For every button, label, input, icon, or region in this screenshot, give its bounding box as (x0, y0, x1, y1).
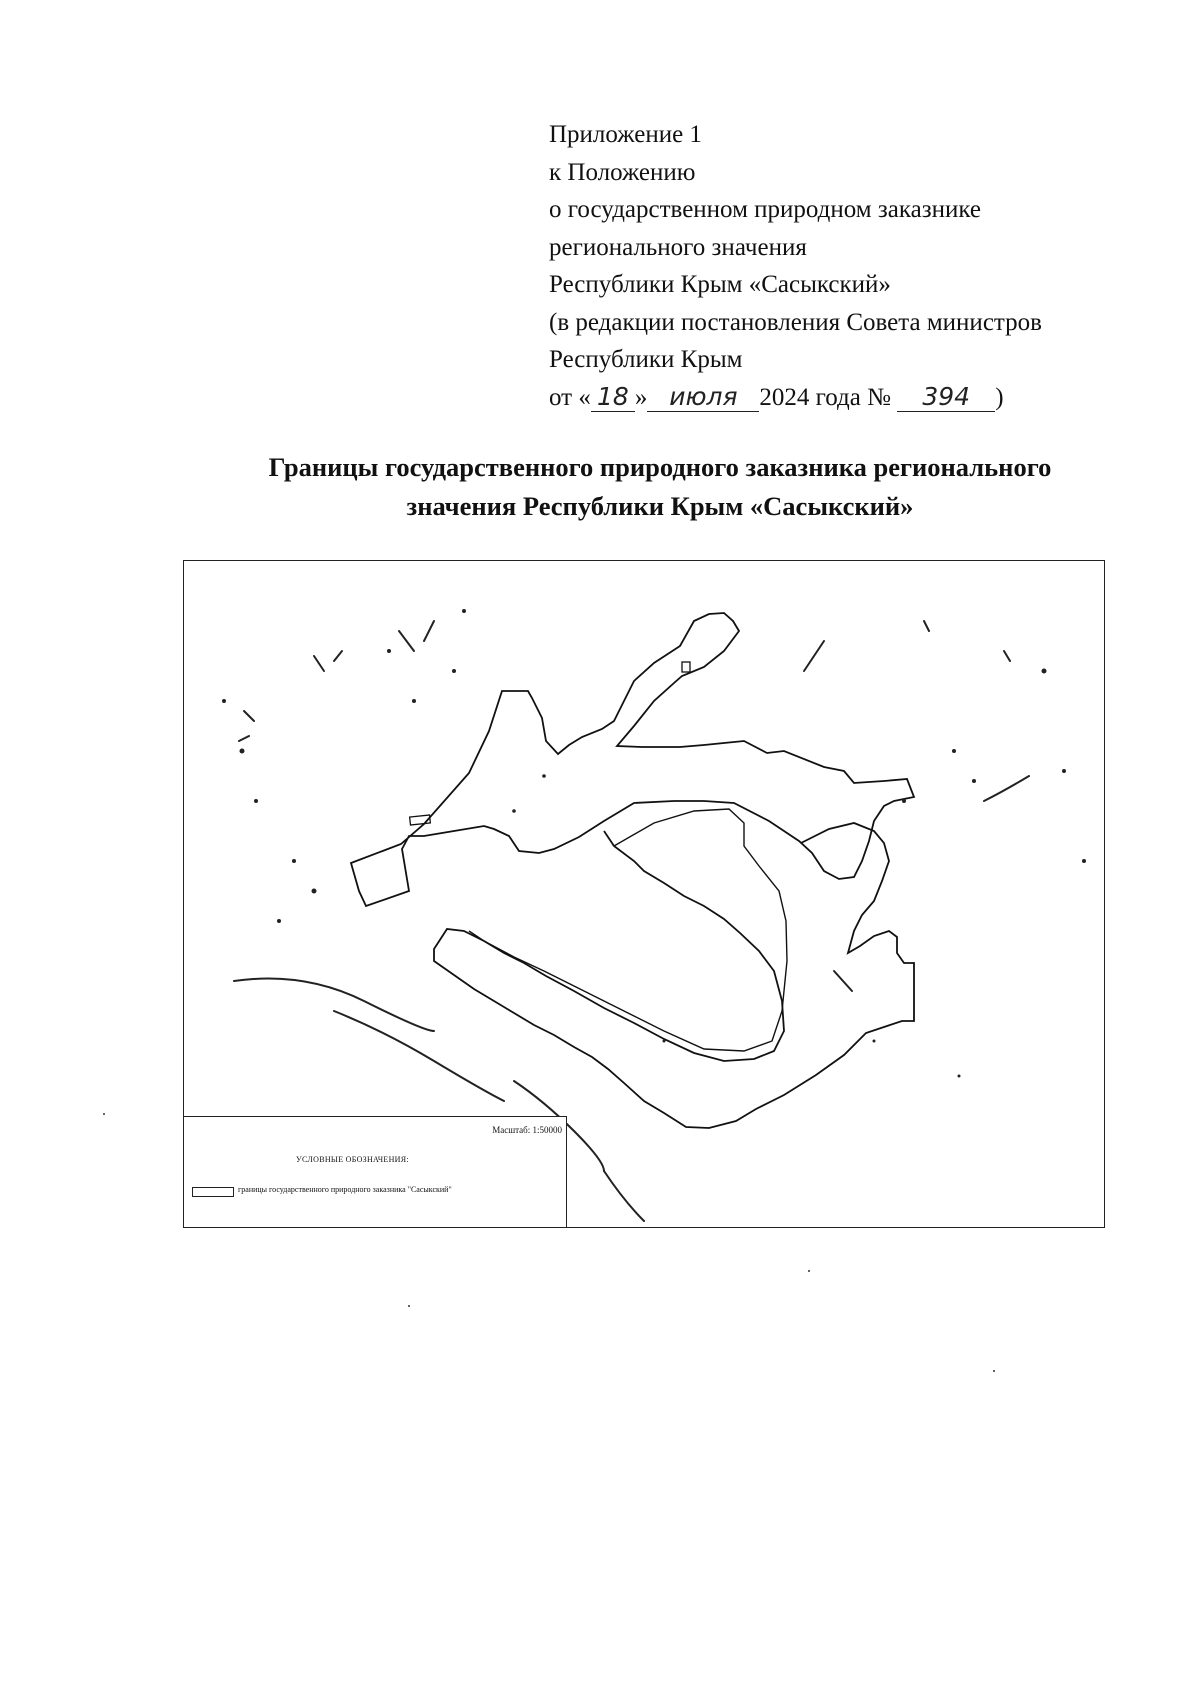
appendix-line-5: Республики Крым «Сасыкский» (549, 271, 891, 298)
scan-speck (993, 1370, 995, 1372)
appendix-header (549, 116, 1042, 416)
title-line-1: Границы государственного природного заказника регионального (268, 452, 1052, 482)
date-mid: » (634, 383, 648, 411)
appendix-line-3: о государственном природном заказнике (549, 196, 981, 223)
appendix-line-7: Республики Крым (549, 346, 743, 373)
appendix-line-2: к Положению (549, 158, 696, 186)
legend-title: УСЛОВНЫЕ ОБОЗНАЧЕНИЯ: (296, 1155, 409, 1164)
date-prefix: от « (549, 383, 591, 411)
scan-speck (808, 1270, 810, 1272)
scan-speck (408, 1305, 410, 1307)
document-title (180, 448, 1140, 526)
map-legend (184, 1116, 567, 1228)
title-line-2: значения Республики Крым «Сасыкский» (406, 491, 914, 521)
date-year-text: 2024 года № (759, 383, 891, 411)
map-scale-label: Масштаб: 1:50000 (492, 1125, 562, 1135)
handwritten-day: 18 (591, 383, 635, 412)
scan-speck (103, 1113, 105, 1115)
legend-boundary-swatch (192, 1187, 234, 1197)
appendix-line-1: Приложение 1 (549, 121, 702, 148)
date-suffix: ) (995, 383, 1004, 411)
resolution-date-line (549, 379, 1042, 417)
parcel-north (682, 662, 690, 672)
appendix-line-4: регионального значения (549, 233, 807, 261)
reserve-boundary-north (351, 613, 914, 906)
handwritten-month: июля (647, 383, 759, 412)
appendix-line-6: (в редакции постановления Совета министров (549, 308, 1042, 336)
handwritten-doc-number: 394 (897, 383, 995, 412)
legend-boundary-label: границы государственного природного заказника "Сасыкский" (238, 1185, 452, 1194)
map-specks (222, 609, 1086, 1078)
reserve-boundary-south (434, 823, 914, 1128)
boundary-map (183, 560, 1105, 1228)
